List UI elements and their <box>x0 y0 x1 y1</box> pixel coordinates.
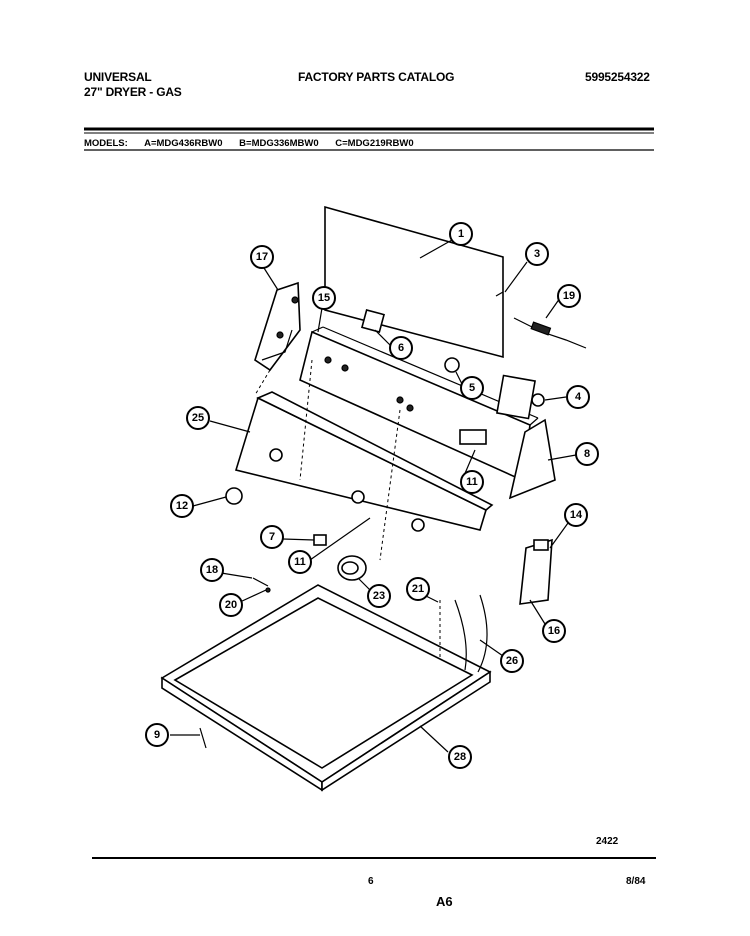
callout-11-bottom <box>289 551 311 573</box>
callout-20 <box>220 594 242 616</box>
svg-text:25: 25 <box>191 412 205 424</box>
models-label: MODELS: <box>84 138 128 149</box>
callout-7 <box>261 526 283 548</box>
section-code: A6 <box>436 894 453 909</box>
model-c: C=MDG219RBW0 <box>335 138 414 149</box>
callout-15 <box>313 287 335 309</box>
callout-14 <box>565 504 587 526</box>
callout-1 <box>450 223 472 245</box>
push-button-part <box>314 535 326 545</box>
timer-part <box>497 376 544 419</box>
knob-part <box>226 488 242 504</box>
catalog-title: FACTORY PARTS CATALOG <box>298 70 455 84</box>
callout-26 <box>501 650 523 672</box>
svg-text:4: 4 <box>574 391 582 403</box>
svg-text:23: 23 <box>372 590 386 602</box>
svg-text:20: 20 <box>224 599 238 611</box>
drawing-code: 2422 <box>596 836 619 847</box>
brand-title: UNIVERSAL <box>84 70 152 84</box>
svg-text:28: 28 <box>453 751 467 763</box>
svg-text:21: 21 <box>411 583 425 595</box>
svg-text:8: 8 <box>583 448 591 460</box>
callout-19 <box>558 285 580 307</box>
svg-text:12: 12 <box>175 500 189 512</box>
callout-28 <box>449 746 471 768</box>
clip-part <box>253 578 268 586</box>
svg-text:17: 17 <box>255 251 269 263</box>
svg-text:7: 7 <box>268 531 276 543</box>
callout-5 <box>461 377 483 399</box>
switch-part <box>362 310 384 332</box>
back-panel-part <box>325 207 503 357</box>
svg-text:14: 14 <box>569 509 583 521</box>
selector-switch-part <box>445 358 459 372</box>
svg-text:3: 3 <box>533 248 541 260</box>
callout-9 <box>146 724 168 746</box>
callout-11-top <box>461 471 483 493</box>
svg-text:15: 15 <box>317 292 331 304</box>
svg-text:26: 26 <box>505 655 519 667</box>
callout-8 <box>576 443 598 465</box>
callout-18 <box>201 559 223 581</box>
model-a: A=MDG436RBW0 <box>144 138 223 149</box>
callout-16 <box>543 620 565 642</box>
svg-text:9: 9 <box>153 729 161 741</box>
svg-text:11: 11 <box>466 476 478 488</box>
catalog-number: 5995254322 <box>585 70 650 84</box>
svg-text:5: 5 <box>468 382 476 394</box>
svg-text:11: 11 <box>294 556 306 568</box>
svg-text:6: 6 <box>397 342 405 354</box>
callout-12 <box>171 495 193 517</box>
screw-part-9 <box>200 728 206 748</box>
callout-21 <box>407 578 429 600</box>
control-bracket-part <box>255 283 300 370</box>
callout-17 <box>251 246 273 268</box>
callout-6 <box>390 337 412 359</box>
callout-4 <box>567 386 589 408</box>
model-b: B=MDG336MBW0 <box>239 138 319 149</box>
product-title: 27" DRYER - GAS <box>84 85 182 99</box>
door-switch-part <box>520 540 552 604</box>
page-number: 6 <box>368 876 374 887</box>
callout-23 <box>368 585 390 607</box>
svg-text:1: 1 <box>457 228 465 240</box>
callout-25 <box>187 407 209 429</box>
callout-3 <box>526 243 548 265</box>
timer-knob-part <box>338 556 366 580</box>
svg-text:18: 18 <box>205 564 219 576</box>
catalog-date: 8/84 <box>626 876 646 887</box>
wire-harness-part <box>514 318 586 348</box>
assembly-line <box>255 370 270 395</box>
spring-part <box>266 588 270 592</box>
top-panel-part <box>162 585 490 790</box>
svg-text:19: 19 <box>562 290 576 302</box>
svg-text:16: 16 <box>547 625 561 637</box>
